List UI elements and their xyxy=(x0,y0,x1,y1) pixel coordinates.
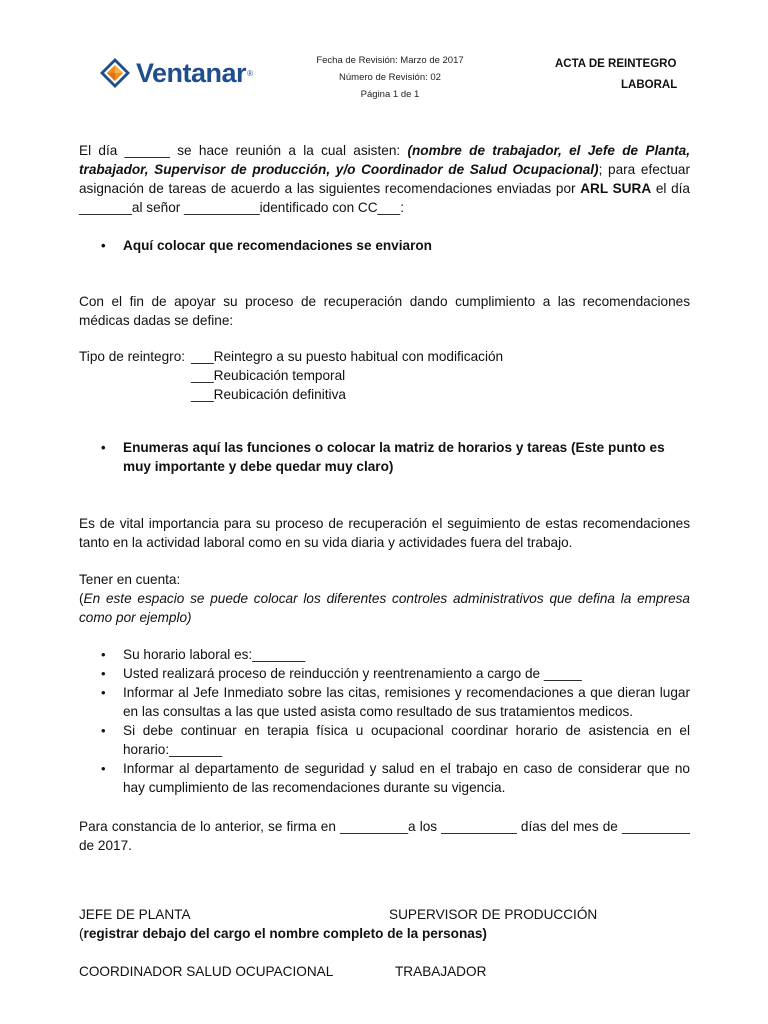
list-item-text: Usted realizará proceso de reinducción y reentrenamiento a cargo de _____ xyxy=(123,666,582,681)
tipo-line-2 xyxy=(79,366,690,385)
funciones-text: Enumeras aquí las funciones o colocar la matriz de horarios y tareas (Este punto es muy importante y debe quedar muy claro) xyxy=(123,440,665,474)
intro-text-2: ; para efectuar asignación de tareas de acuerdo a las siguientes recomendaciones enviadas por xyxy=(79,162,691,196)
sig-trabajador: TRABAJADOR xyxy=(395,964,487,979)
bullet-icon: • xyxy=(101,685,106,700)
note-italic: En este espacio se puede colocar los diferentes controles administrativos que defina la empresa como por ejemplo) xyxy=(79,591,690,625)
tipo-label: Tipo de reintegro: xyxy=(79,349,186,364)
intro-attendees: (nombre de trabajador, el Jefe de Planta, trabajador, Supervisor de producción, y/o Coordinador de Salud Ocupacional) xyxy=(79,143,690,177)
tipo-reintegro xyxy=(79,347,690,404)
tipo-option-3: ___Reubicación definitiva xyxy=(191,387,346,402)
numero-revision: Número de Revisión: 02 xyxy=(339,72,441,83)
list-item-text: Informar al Jefe Inmediato sobre las citas, remisiones y recomendaciones a que dieran lugar en las consultas a las que usted asista como resultado de sus tratamientos medicos. xyxy=(123,685,690,719)
bullet-icon: • xyxy=(101,666,106,681)
pagina: Página 1 de 1 xyxy=(360,89,420,100)
bullet-icon: • xyxy=(101,440,106,455)
signature-row-1 xyxy=(79,905,690,924)
doc-title-line1: ACTA DE REINTEGRO xyxy=(555,58,677,70)
importancia-paragraph: Es de vital importancia para su proceso de recuperación el seguimiento de estas recomendaciones tanto en la actividad laboral como en su vida diaria y actividades fuera del trabajo. xyxy=(79,516,690,550)
ventanar-logo xyxy=(98,54,253,92)
list-item xyxy=(79,721,690,759)
recuperacion-paragraph: Con el fin de apoyar su proceso de recuperación dando cumplimiento a las recomendaciones médicas dadas se define: xyxy=(79,294,690,328)
list-item-text: Su horario laboral es:_______ xyxy=(123,647,306,662)
sig-coordinador: COORDINADOR SALUD OCUPACIONAL xyxy=(79,964,334,979)
registered-mark: ® xyxy=(247,68,253,78)
fecha-revision: Fecha de Revisión: Marzo de 2017 xyxy=(316,55,464,66)
list-item xyxy=(79,645,690,664)
tipo-option-2: ___Reubicación temporal xyxy=(191,368,346,383)
list-item xyxy=(79,683,690,721)
list-item-text: Si debe continuar en terapia física u ocupacional coordinar horario de asistencia en el horario:_______ xyxy=(123,723,690,757)
bullet-icon: • xyxy=(101,761,106,776)
note-paren: ( xyxy=(79,591,84,606)
bullet-icon: • xyxy=(101,723,106,738)
registrar-text: registrar debajo del cargo el nombre completo de la personas) xyxy=(83,926,487,941)
document-body xyxy=(79,141,690,981)
intro-text-3: el día _______al señor __________identificado con CC___: xyxy=(79,181,690,215)
bullet-icon: • xyxy=(101,238,106,253)
signature-row-2 xyxy=(79,962,690,981)
diamond-logo-icon xyxy=(98,56,132,90)
intro-arl: ARL SURA xyxy=(580,181,652,196)
intro-paragraph xyxy=(79,141,690,217)
registrar-paren: ( xyxy=(79,926,84,941)
revision-info xyxy=(300,52,480,103)
recommendations-text: Aquí colocar que recomendaciones se enviaron xyxy=(123,238,432,253)
tipo-option-1: ___Reintegro a su puesto habitual con modificación xyxy=(191,349,504,364)
list-item xyxy=(79,759,690,797)
sig-supervisor: SUPERVISOR DE PRODUCCIÓN xyxy=(389,907,598,922)
list-item-text: Informar al departamento de seguridad y salud en el trabajo en caso de considerar que no hay cumplimiento de las recomendaciones durante su vigencia. xyxy=(123,761,690,795)
logo-wordmark: Ventanar xyxy=(136,57,247,88)
registrar-note xyxy=(79,924,690,943)
doc-title-line2: LABORAL xyxy=(621,79,678,91)
tipo-line-3 xyxy=(79,385,690,404)
recommendations-bullet xyxy=(79,236,690,255)
list-item xyxy=(79,664,690,683)
tener-en-cuenta-label: Tener en cuenta: xyxy=(79,572,181,587)
constancia-paragraph: Para constancia de lo anterior, se firma en _________a los __________ días del mes de _________ de 2017. xyxy=(79,819,690,853)
bullet-icon: • xyxy=(101,647,106,662)
funciones-bullet xyxy=(79,438,690,476)
intro-text-1: El día ______ se hace reunión a la cual asisten: xyxy=(79,143,408,158)
controles-list xyxy=(79,645,690,797)
tipo-line-1 xyxy=(79,347,690,366)
tener-en-cuenta-note xyxy=(79,589,690,627)
sig-jefe-planta: JEFE DE PLANTA xyxy=(79,907,191,922)
